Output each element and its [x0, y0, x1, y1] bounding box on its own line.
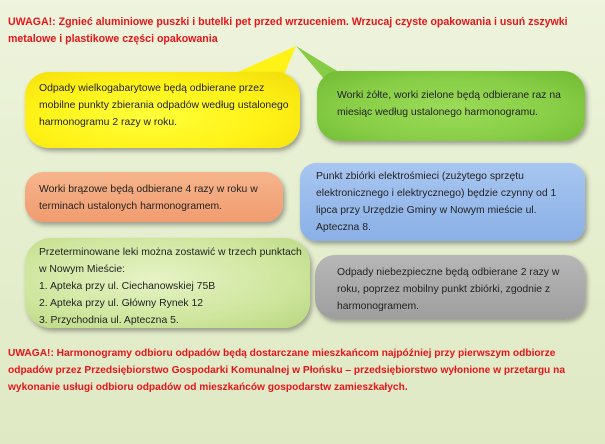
box-yellow-green-bags: [317, 71, 585, 141]
warning-bottom: UWAGA!: Harmonogramy odbioru odpadów będą dostarczane mieszkańcom najpóźniej przy pierwszym odbiorze odpadów przez Przedsiębiorstwo Gospodarki Komunalnej w Płońsku – przedsiębiorstwo wyłonione w przetargu na wykonanie usługi odbioru odpadów od mieszkańców gospodarstw zamieszkałych.: [8, 348, 565, 393]
box-hazardous: [315, 255, 585, 319]
box-electronics: [300, 163, 585, 241]
medicines-location: 3. Przychodnia ul. Apteczna 5.: [39, 315, 179, 326]
warning-top: UWAGA!: Zgnieć aluminiowe puszki i butelki pet przed wrzuceniem. Wrzucaj czyste opakowania i usuń zszywki metalowe i plastikowe części opakowania: [8, 16, 568, 45]
box-large-waste: [25, 72, 300, 148]
electronics-text: Punkt zbiórki elektrośmieci (zużytego sprzętu elektronicznego i elektrycznego) będzie czynny od 1 lipca przy Urzędzie Gminy w Nowym mieście ul. Apteczna 8.: [316, 171, 557, 233]
brown-bags-text: Worki brązowe będą odbierane 4 razy w roku w terminach ustalonych harmonogramem.: [39, 184, 258, 212]
box-brown-bags: [25, 172, 283, 222]
medicines-location: 2. Apteka przy ul. Główny Rynek 12: [39, 298, 204, 309]
yellow-green-bags-text: Worki żółte, worki zielone będą odbierane raz na miesiąc według ustalonego harmonogramu.: [337, 90, 561, 118]
hazardous-text: Odpady niebezpieczne będą odbierane 2 razy w roku, poprzez mobilny punkt zbiórki, zgodnie z harmonogramem.: [337, 267, 560, 312]
large-waste-text: Odpady wielkogabarytowe będą odbierane przez mobilne punkty zbierania odpadów według ustalonego harmonogramu 2 razy w roku.: [39, 83, 289, 128]
medicines-intro: Przeterminowane leki można zostawić w trzech punktach w Nowym Mieście:: [39, 247, 302, 275]
medicines-location: 1. Apteka przy ul. Ciechanowskiej 75B: [39, 281, 216, 292]
box-medicines: [25, 238, 310, 328]
